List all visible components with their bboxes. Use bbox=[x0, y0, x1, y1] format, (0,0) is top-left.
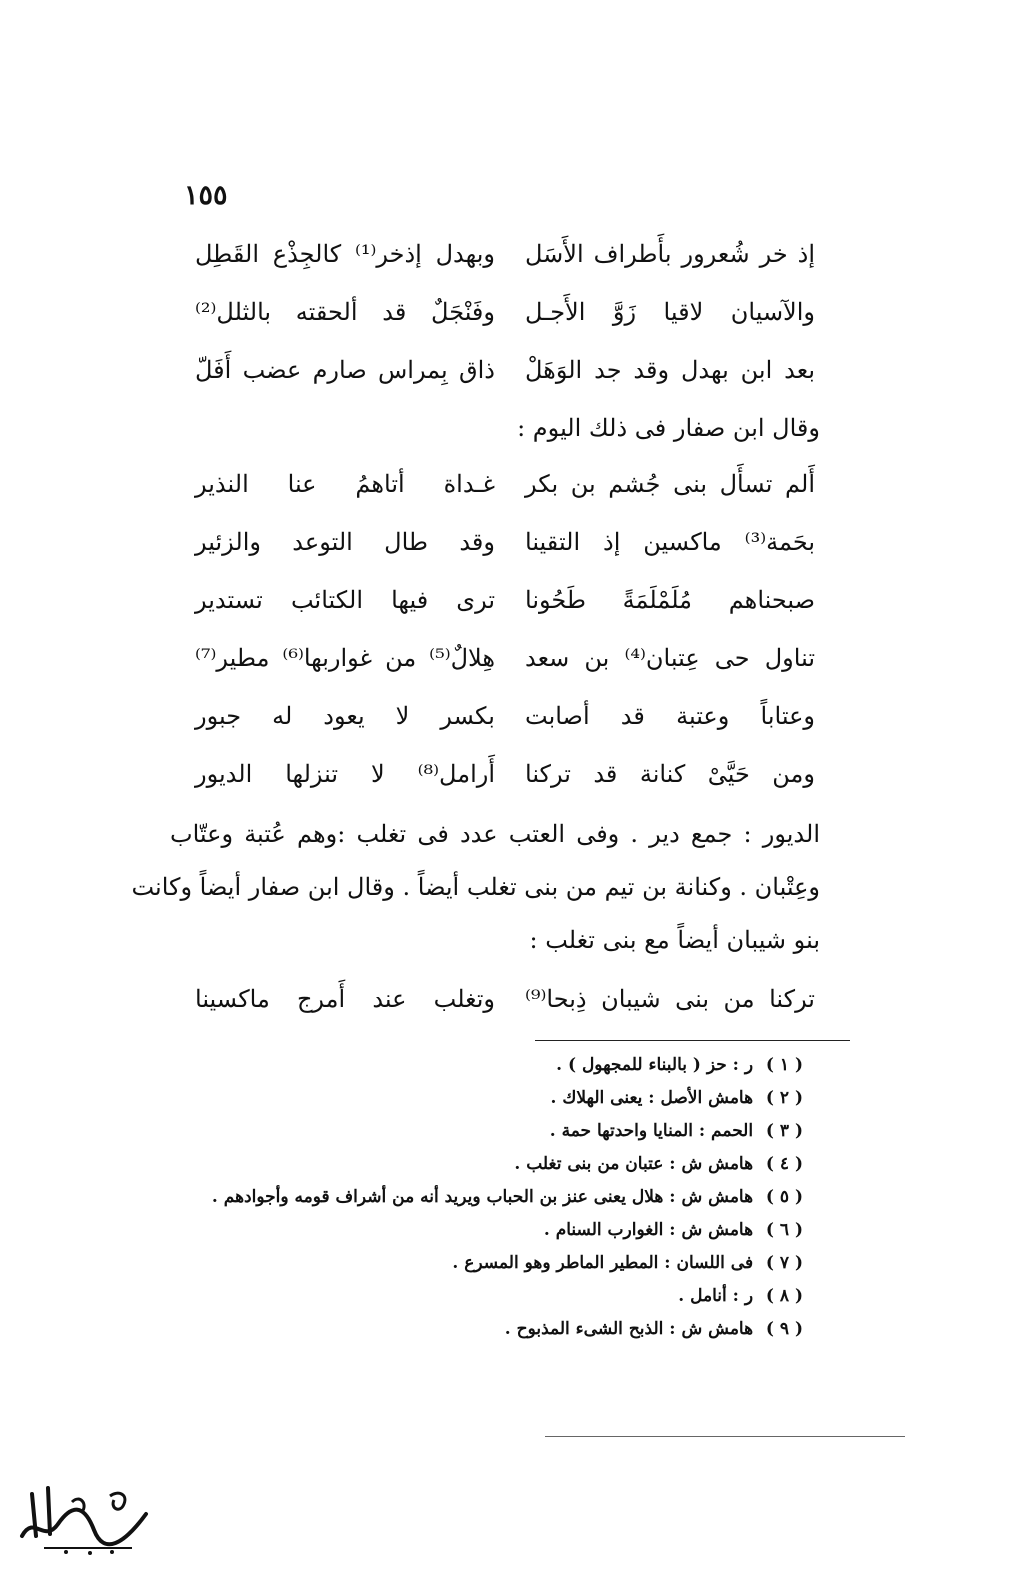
intro-line: وقال ابن صفار فى ذلك اليوم : bbox=[517, 414, 820, 442]
footnote-number: ( ٦ ) bbox=[765, 1220, 803, 1240]
verse-second-hemistich: بكسر لا يعود له جبور bbox=[195, 702, 495, 730]
footnote-text: هامش ش : هلال يعنى عنز بن الحباب ويريد أنه من أشراف قومه وأجوادهم . bbox=[211, 1187, 754, 1207]
footnote-text: فى اللسان : المطير الماطر وهو المسرع . bbox=[452, 1253, 754, 1273]
verse-first-hemistich: صبحناهم مُلَمْلَمَةً طَحُونا bbox=[525, 586, 815, 614]
footnote bbox=[203, 1055, 803, 1075]
verse-first-hemistich: تناول حى عِتبان⁽⁴⁾ بن سعد bbox=[525, 644, 816, 672]
verse-second-hemistich: وقد طال التوعد والزئير bbox=[195, 528, 495, 556]
verse-second-hemistich: ذاق بِمراس صارم عضب أَفَلّ bbox=[195, 356, 495, 384]
footnote-text: هامش ش : الغوارب السنام . bbox=[543, 1220, 754, 1240]
footnote-number: ( ٢ ) bbox=[765, 1088, 803, 1108]
verse-first-hemistich: بعد ابن بهدل وقد جد الوَهَلْ bbox=[525, 356, 815, 384]
footnote bbox=[203, 1253, 803, 1273]
footnote-number: ( ٣ ) bbox=[765, 1121, 803, 1141]
footnote bbox=[203, 1319, 803, 1339]
page-number: ١٥٥ bbox=[184, 180, 228, 211]
prose-line: بنو شيبان أيضاً مع بنى تغلب : bbox=[529, 926, 820, 954]
verse-second-hemistich: أَرامل⁽⁸⁾ لا تنزلها الديور bbox=[195, 760, 495, 788]
footnote-divider bbox=[535, 1040, 850, 1041]
footnote bbox=[203, 1220, 803, 1240]
verse-line bbox=[195, 702, 815, 758]
footnote bbox=[203, 1088, 803, 1108]
verse-first-hemistich: وعتاباً وعتبة قد أصابت bbox=[525, 702, 815, 730]
verse-line bbox=[195, 470, 815, 526]
footnote-text: هامش الأصل : يعنى الهلاك . bbox=[550, 1088, 754, 1108]
verse-first-hemistich: بحَمة⁽³⁾ ماكسين إذ التقينا bbox=[525, 528, 815, 556]
verse-line bbox=[195, 985, 815, 1041]
verse-second-hemistich: وتغلب عند أَمرج ماكسينا bbox=[195, 985, 495, 1013]
verse-first-hemistich: أَلم تسأَل بنى جُشم بن بكر bbox=[525, 470, 815, 498]
footnote-text: ر : حز ( بالبناء للمجهول ) . bbox=[556, 1055, 754, 1075]
footnote-number: ( ٩ ) bbox=[765, 1319, 803, 1339]
footnote-text: ر : أنامل . bbox=[678, 1286, 754, 1306]
verse-line bbox=[195, 586, 815, 642]
footnote bbox=[203, 1121, 803, 1141]
verse-second-hemistich: غـداة أتاهمُ عنا النذير bbox=[195, 470, 495, 498]
footnote bbox=[203, 1286, 803, 1306]
footnote-text: الحمم : المنايا واحدتها حمة . bbox=[549, 1121, 754, 1141]
verse-line bbox=[195, 298, 815, 354]
verse-first-hemistich: إذ خر شُعرور بأَطراف الأَسَل bbox=[525, 240, 815, 268]
verse-second-hemistich: هِلالٌ⁽⁵⁾ من غواربها⁽⁶⁾ مطير⁽⁷⁾ bbox=[195, 644, 496, 672]
prose-line: الديور : جمع دير . وفى العتب عدد فى تغلب :وهم عُتبة وعتّاب bbox=[170, 820, 820, 848]
verse-second-hemistich: ترى فيها الكتائب تستدير bbox=[195, 586, 495, 614]
footnote bbox=[203, 1187, 803, 1207]
footnote-number: ( ٨ ) bbox=[765, 1286, 803, 1306]
footnote bbox=[203, 1154, 803, 1174]
footnote-text: هامش ش : عتبان من بنى تغلب . bbox=[514, 1154, 754, 1174]
prose-line: وعِتْبان . وكنانة بن تيم من بنى تغلب أيضاً . وقال ابن صفار أيضاً وكانت bbox=[131, 873, 820, 901]
verse-line bbox=[195, 240, 815, 296]
footnote-number: ( ٧ ) bbox=[765, 1253, 803, 1273]
verse-line bbox=[195, 528, 815, 584]
bottom-divider bbox=[545, 1436, 905, 1437]
calligraphy-seal-icon bbox=[14, 1474, 154, 1558]
verse-first-hemistich: والآسيان لاقيا زَوَّ الأَجـل bbox=[525, 298, 815, 326]
footnote-text: هامش ش : الذبح الشىء المذبوح . bbox=[504, 1319, 754, 1339]
verse-first-hemistich: ومن حَيَّىْ كنانة قد تركنا bbox=[525, 760, 815, 788]
verse-line bbox=[195, 356, 815, 412]
footnote-number: ( ٤ ) bbox=[765, 1154, 803, 1174]
verse-first-hemistich: تركنا من بنى شيبان ذِبحا⁽⁹⁾ bbox=[525, 985, 815, 1013]
verse-second-hemistich: وبهدل إذخر⁽¹⁾ كالجِذْع القَطِل bbox=[195, 240, 495, 268]
footnote-number: ( ١ ) bbox=[765, 1055, 803, 1075]
verse-second-hemistich: وفَنْجَلٌ قد ألحقته بالثلل⁽²⁾ bbox=[195, 298, 495, 326]
verse-line bbox=[195, 644, 815, 700]
footnote-number: ( ٥ ) bbox=[765, 1187, 803, 1207]
verse-line bbox=[195, 760, 815, 816]
